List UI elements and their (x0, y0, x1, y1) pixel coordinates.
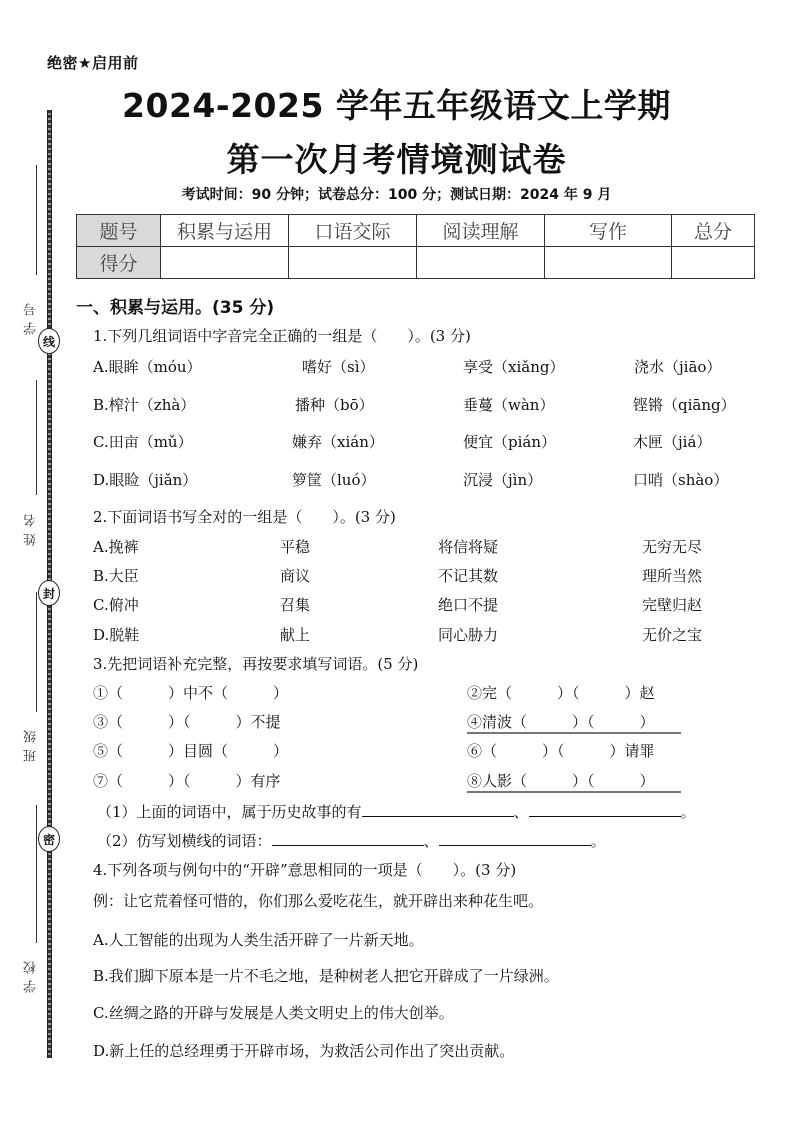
page-title-line1: 2024-2025 学年五年级语文上学期 (122, 86, 671, 125)
question-1-stem: 1.下列几组词语中字音完全正确的一组是（ ）。(3 分) (93, 327, 471, 345)
q2-option: 理所当然 (642, 567, 703, 585)
q4-example: 例：让它荒着怪可惜的，你们那么爱吃花生，就开辟出来种花生吧。 (93, 892, 544, 910)
q4-option-c: C.丝绸之路的开辟与发展是人类文明史上的伟大创举。 (93, 1004, 454, 1022)
q2-option: 不记其数 (438, 567, 499, 585)
q2-option: B.大臣 (93, 567, 139, 585)
q2-option: 无价之宝 (642, 626, 703, 644)
school-label: 学校 (24, 955, 39, 993)
q1-option: 口哨（shào） (633, 471, 729, 489)
question-2-stem: 2.下面词语书写全对的一组是（ ）。(3 分) (93, 508, 396, 526)
score-table-cell: 积累与运用 (161, 215, 289, 247)
q2-option: 商议 (280, 567, 311, 585)
score-table-score-row (77, 247, 755, 279)
q3-item[interactable]: ①（ ）中不（ ） (93, 684, 289, 702)
section-title: 一、积累与运用。(35 分) (76, 298, 275, 318)
score-table (76, 214, 755, 279)
seal-secret: 密 (38, 826, 60, 852)
score-table-cell: 写作 (545, 215, 672, 247)
q1-option: B.榨汁（zhà） (93, 396, 196, 414)
q2-option: D.脱鞋 (93, 626, 140, 644)
q1-option: D.眼睑（jiǎn） (93, 471, 198, 489)
student-id-field[interactable] (36, 165, 37, 275)
q2-option: C.俯冲 (93, 596, 139, 614)
q1-option: 享受（xiǎng） (463, 358, 565, 376)
score-input-cell[interactable] (672, 247, 755, 279)
q3-item-underlined[interactable]: ⑧人影（ ）（ ） (467, 770, 681, 793)
student-id-label: 学号 (24, 297, 39, 335)
q1-option: 沉浸（jìn） (463, 471, 543, 489)
period: 。 (590, 832, 606, 850)
score-input-cell[interactable] (417, 247, 545, 279)
score-input-cell[interactable] (161, 247, 289, 279)
q1-option: 便宜（pián） (463, 433, 557, 451)
seal-line: 线 (38, 328, 60, 354)
q1-option: 垂蔓（wàn） (463, 396, 555, 414)
answer-blank[interactable] (272, 832, 424, 846)
seal-seal: 封 (38, 580, 60, 606)
answer-blank[interactable] (362, 803, 514, 817)
score-input-cell[interactable] (289, 247, 417, 279)
page-title-line2: 第一次月考情境测试卷 (226, 140, 567, 179)
q2-option: 献上 (280, 626, 311, 644)
period: 。 (680, 803, 696, 821)
q1-option: 木匣（jiá） (633, 433, 712, 451)
q1-option: 铿锵（qiāng） (633, 396, 736, 414)
answer-blank[interactable] (529, 803, 681, 817)
q4-option-b: B.我们脚下原本是一片不毛之地，是种树老人把它开辟成了一片绿洲。 (93, 967, 559, 985)
score-table-header-row (77, 215, 755, 247)
q4-option-d: D.新上任的总经理勇于开辟市场，为救活公司作出了突出贡献。 (93, 1042, 515, 1060)
q4-option-a: A.人工智能的出现为人类生活开辟了一片新天地。 (93, 931, 424, 949)
score-input-cell[interactable] (545, 247, 672, 279)
q1-option: A.眼眸（móu） (93, 358, 202, 376)
q3-sub2 (97, 830, 606, 851)
q3-item-underlined[interactable]: ④清波（ ）（ ） (467, 711, 681, 734)
q1-option: 播种（bō） (295, 396, 374, 414)
separator: 、 (423, 832, 439, 850)
q3-item[interactable]: ②完（ ）（ ）赵 (467, 684, 655, 702)
q1-option: 嫌弃（xián） (292, 433, 384, 451)
separator: 、 (513, 803, 529, 821)
class-field[interactable] (36, 592, 37, 712)
score-table-cell: 阅读理解 (417, 215, 545, 247)
q3-item[interactable]: ⑤（ ）目圆（ ） (93, 742, 289, 760)
name-field[interactable] (36, 380, 37, 495)
score-table-cell: 题号 (77, 215, 161, 247)
q3-sub2-text: （2）仿写划横线的词语： (97, 832, 272, 850)
name-label: 姓名 (24, 508, 39, 546)
q2-option: 平稳 (280, 538, 311, 556)
q3-sub1-text: （1）上面的词语中，属于历史故事的有 (97, 803, 362, 821)
answer-blank[interactable] (439, 832, 591, 846)
exam-info: 考试时间：90 分钟；试卷总分：100 分；测试日期：2024 年 9 月 (181, 187, 612, 203)
q2-option: 绝口不提 (438, 596, 499, 614)
class-label: 班级 (24, 724, 39, 762)
q2-option: A.挽裤 (93, 538, 139, 556)
secret-mark: 绝密★启用前 (47, 54, 139, 72)
q3-sub1 (97, 801, 696, 822)
q2-option: 召集 (280, 596, 311, 614)
q3-item[interactable]: ⑦（ ）（ ）有序 (93, 772, 281, 790)
q1-option: 浇水（jiāo） (634, 358, 722, 376)
q3-item[interactable]: ③（ ）（ ）不提 (93, 713, 281, 731)
score-table-cell: 得分 (77, 247, 161, 279)
q2-option: 同心胁力 (438, 626, 499, 644)
q2-option: 无穷无尽 (642, 538, 703, 556)
q1-option: 嗜好（sì） (302, 358, 375, 376)
q3-item[interactable]: ⑥（ ）（ ）请罪 (467, 742, 655, 760)
score-table-cell: 总分 (672, 215, 755, 247)
school-field[interactable] (36, 805, 37, 943)
question-3-stem: 3.先把词语补充完整，再按要求填写词语。(5 分) (93, 655, 419, 673)
q2-option: 完壁归赵 (642, 596, 703, 614)
q1-option: C.田亩（mǔ） (93, 433, 193, 451)
score-table-cell: 口语交际 (289, 215, 417, 247)
q2-option: 将信将疑 (438, 538, 499, 556)
q1-option: 箩筐（luó） (292, 471, 376, 489)
question-4-stem: 4.下列各项与例句中的“开辟”意思相同的一项是（ ）。(3 分) (93, 861, 517, 879)
